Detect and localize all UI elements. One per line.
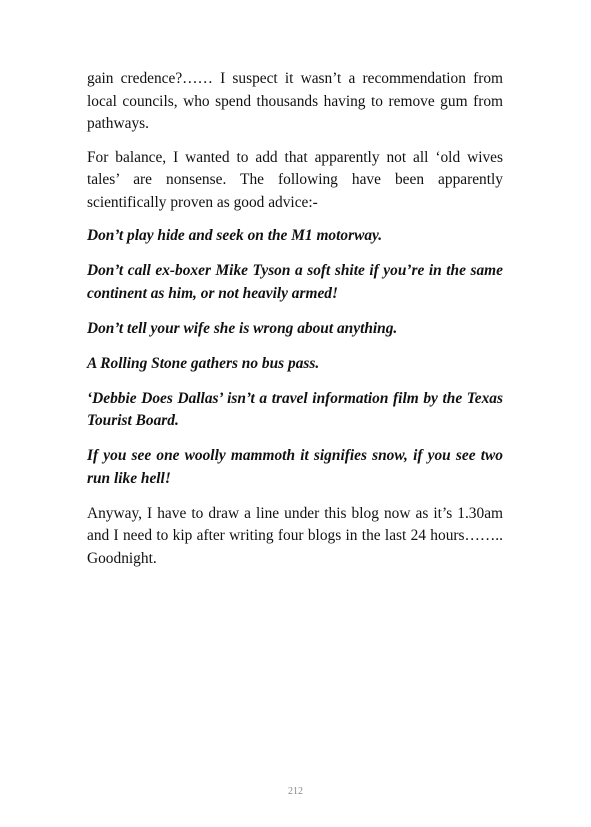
page-number: 212 [288,786,303,797]
saying-rolling-stone: A Rolling Stone gathers no bus pass. [87,354,320,372]
page-body [87,68,503,581]
saying-m1-motorway: Don’t play hide and seek on the M1 motorway. [87,227,383,244]
saying-woolly-mammoth: If you see one woolly mammoth it signifies snow, if you see two run like hell! [87,447,503,487]
paragraph-gum-credence: gain credence?…… I suspect it wasn’t a recommendation from local councils, who spend thousands having to remove gum from pathways. [87,70,503,132]
saying-wife-wrong: Don’t tell your wife she is wrong about anything. [87,319,398,337]
paragraph-goodnight: Anyway, I have to draw a line under this blog now as it’s 1.30am and I need to kip after writing four blogs in the last 24 hours…….. Goodnight. [87,504,503,567]
saying-mike-tyson: Don’t call ex-boxer Mike Tyson a soft shite if you’re in the same continent as him, or not heavily armed! [87,262,503,302]
paragraph-old-wives-tales-intro: For balance, I wanted to add that apparently not all ‘old wives tales’ are nonsense. The following have been apparently scientifically proven as good advice:- [87,148,503,211]
saying-debbie-does-dallas: ‘Debbie Does Dallas’ isn’t a travel information film by the Texas Tourist Board. [87,389,503,429]
